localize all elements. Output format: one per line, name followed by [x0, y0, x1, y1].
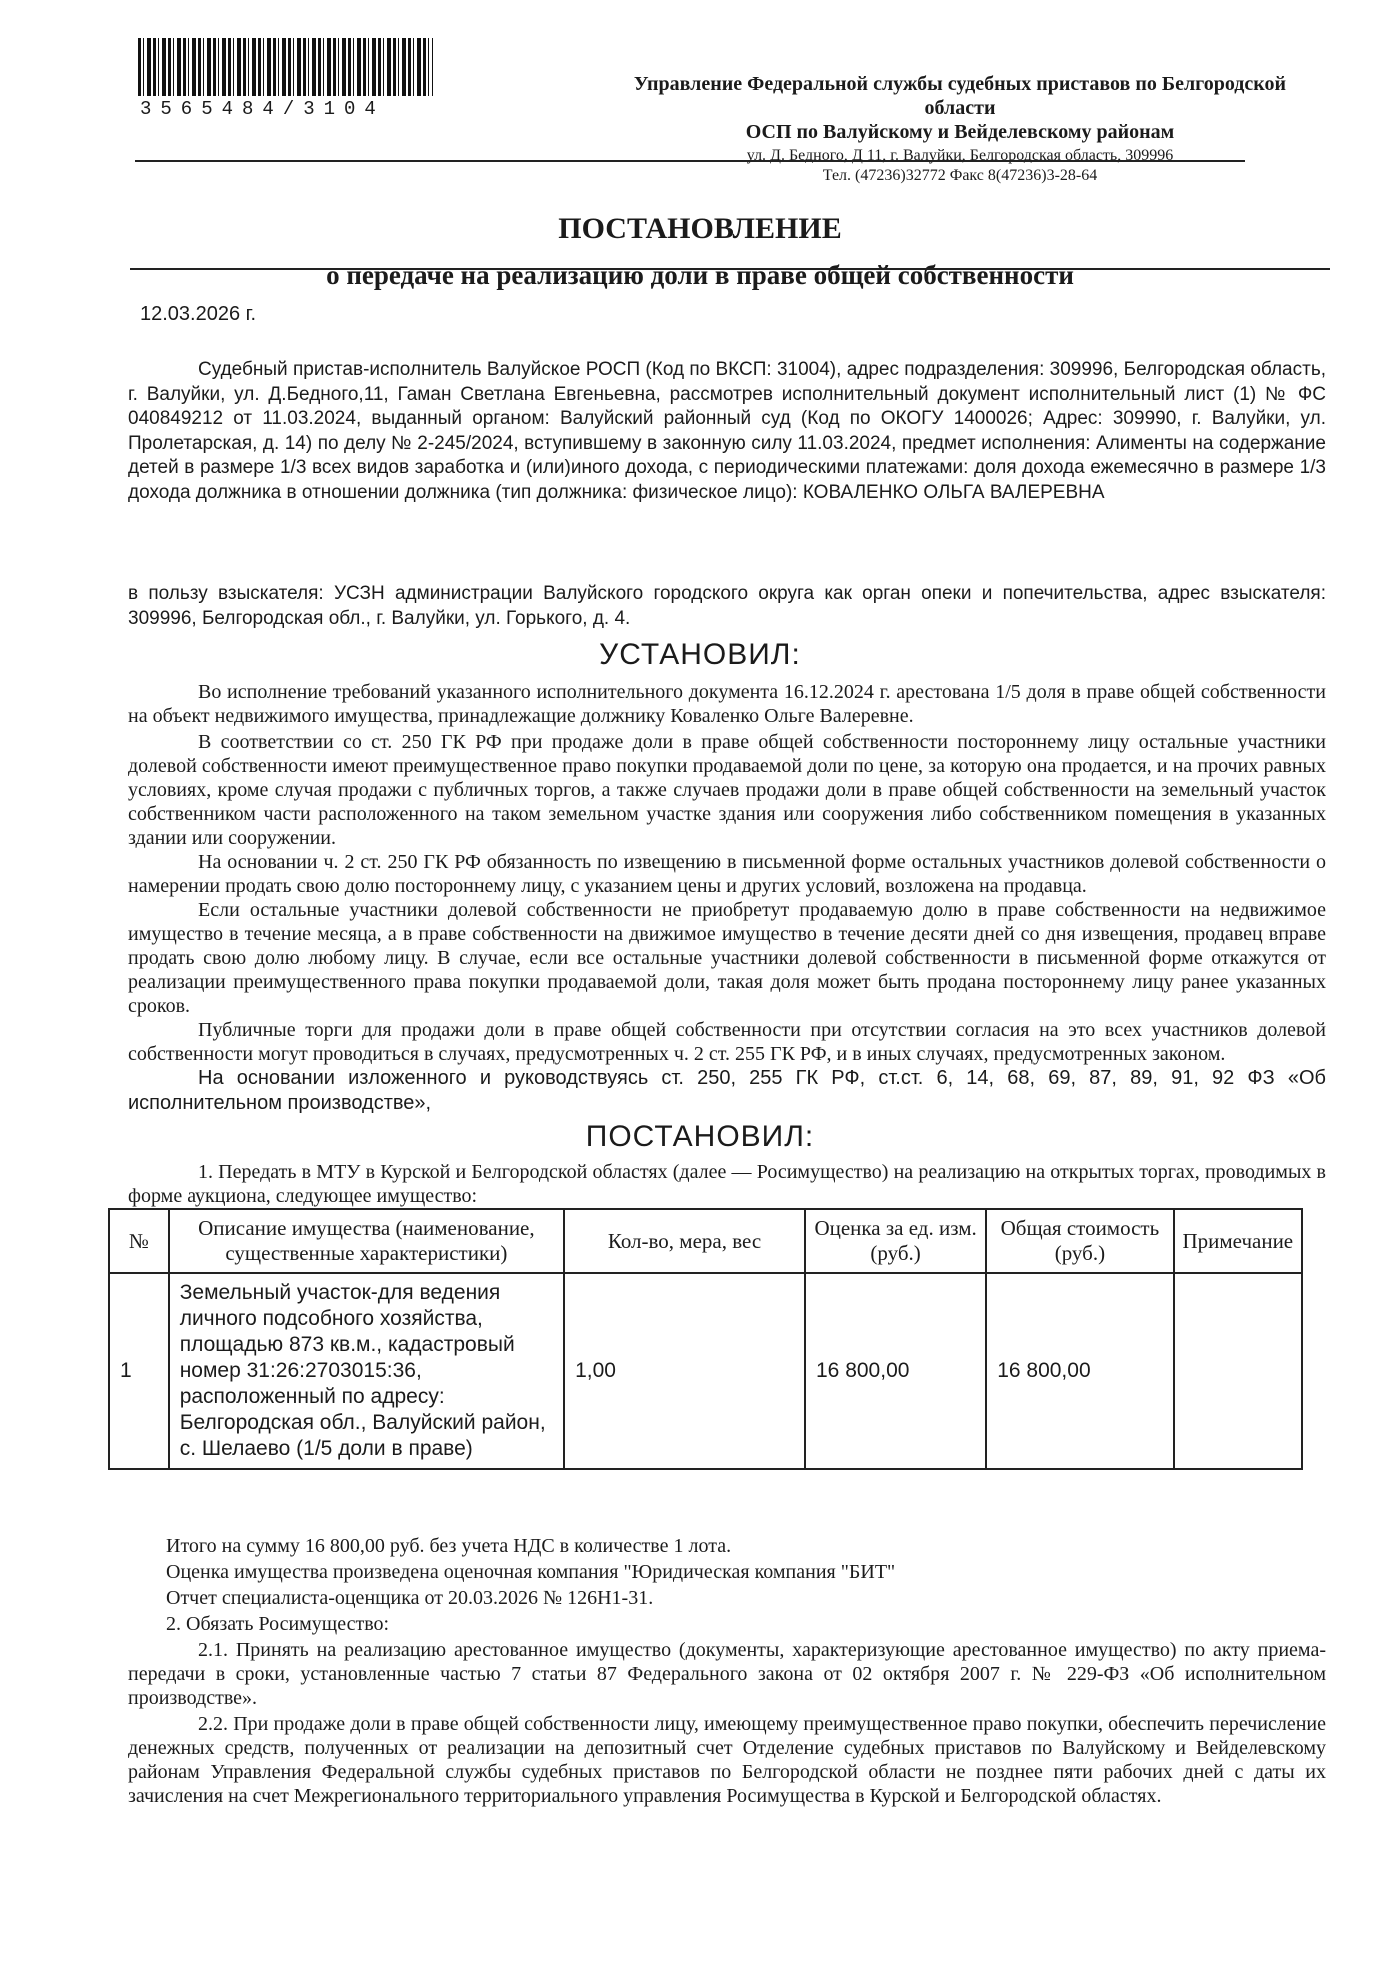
row-quantity: 1,00 [564, 1273, 805, 1469]
postanovil-heading: ПОСТАНОВИЛ: [585, 1120, 815, 1153]
col-description-header: Описание имущества (наименование, существенные характеристики) [169, 1209, 564, 1273]
ustanovil-paragraph-4: Если остальные участники долевой собственности не приобретут продаваемую долю в праве собственности на недвижимое имущество в течение месяца, а в праве собственности на движимое имущество в течение десяти дней со дня извещения, продавец вправе продать свою долю любому лицу. В случае, если все остальные участники долевой собственности в письменной форме откажутся от реализации преимущественного права покупки продаваемой доли, такая доля может быть продана постороннему лицу ранее указанных сроков. [128, 899, 1326, 1017]
header-divider [135, 160, 1245, 162]
intro-paragraph: Судебный пристав-исполнитель Валуйское РОСП (Код по ВКСП: 31004), адрес подразделения: 309996, Белгородская область, г. Валуйки, ул. Д.Бедного,11, Гаман Светлана Евгеньевна, рассмотрев исполнительный документ исполнительный лист (1) № ФС 040849212 от 11.03.2024, выданный органом: Валуйский районный суд (Код по ОКОГУ 1400026; Адрес: 309990, г. Валуйки, ул. Пролетарская, д. 14) по делу № 2-245/2024, вступившему в законную силу 11.03.2024, предмет исполнения: Алименты на содержание детей в размере 1/3 всех видов заработка и (или)иного дохода, с периодическими платежами: доля дохода ежемесячно в размере 1/3 дохода должника в отношении должника (тип должника: физическое лицо): КОВАЛЕНКО ОЛЬГА ВАЛЕРЕВНА [128, 359, 1326, 503]
ustanovil-heading: УСТАНОВИЛ: [599, 638, 801, 671]
obligation-paragraph-2: 2.2. При продаже доли в праве общей собственности лицу, имеющему преимущественное право покупки, обеспечить перечисление денежных средств, полученных от реализации на депозитный счет Отделение судебных приставов по Валуйскому и Вейделевскому районам Управления Федеральной службы судебных приставов по Белгородской области не позднее пяти рабочих дней с даты их зачисления на счет Межрегионального территориального управления Росимущества в Курской и Белгородской областях. [128, 1713, 1326, 1807]
col-quantity-header: Кол-во, мера, вес [564, 1209, 805, 1273]
report-line: Отчет специалиста-оценщика от 20.03.2026 № 126Н1-31. [166, 1587, 654, 1609]
property-table [108, 1208, 1303, 1470]
document-title: ПОСТАНОВЛЕНИЕ [558, 212, 842, 245]
ustanovil-paragraph-2: В соответствии со ст. 250 ГК РФ при продаже доли в праве общей собственности постороннему лицу остальные участники долевой собственности имеют преимущественное право покупки продаваемой доли по цене, за которую она продается, и на прочих равных условиях, кроме случая продажи с публичных торгов, а также случаев продажи доли в праве общей собственности на земельный участок собственником части расположенного на таком земельном участке здания или сооружения либо собственником помещения в указанных здании или сооружении. [128, 731, 1326, 849]
row-total: 16 800,00 [986, 1273, 1173, 1469]
ustanovil-paragraph-6: На основании изложенного и руководствуясь ст. 250, 255 ГК РФ, ст.ст. 6, 14, 68, 69, 87, 89, 91, 92 ФЗ «Об исполнительном производстве», [128, 1067, 1326, 1114]
row-number: 1 [109, 1273, 169, 1469]
org-name-line1: Управление Федеральной службы судебных приставов по Белгородской [633, 73, 1287, 95]
row-note [1174, 1273, 1302, 1469]
ustanovil-paragraph-5: Публичные торги для продажи доли в праве общей собственности при отсутствии согласия на это всех участников долевой собственности могут проводиться в случаях, предусмотренных ч. 2 ст. 255 ГК РФ, и в иных случаях, предусмотренных законом. [128, 1019, 1326, 1065]
ustanovil-paragraph-3: На основании ч. 2 ст. 250 ГК РФ обязанность по извещению в письменной форме остальных участников долевой собственности о намерении продать свою долю постороннему лицу, с указанием цены и других условий, возложена на продавца. [128, 851, 1326, 897]
claimant-paragraph: в пользу взыскателя: УСЗН администрации Валуйского городского округа как орган опеки и попечительства, адрес взыскателя: 309996, Белгородская обл., г. Валуйки, ул. Горького, д. 4. [128, 583, 1326, 629]
col-total-header: Общая стоимость (руб.) [986, 1209, 1173, 1273]
table-row [109, 1273, 1302, 1469]
barcode-number: 3565484/3104 [140, 98, 385, 120]
col-no-header: № [109, 1209, 169, 1273]
department-name: ОСП по Валуйскому и Вейделевскому районам [745, 121, 1175, 143]
department-phone: Тел. (47236)32772 Факс 8(47236)3-28-64 [822, 167, 1098, 184]
department-address: ул. Д. Бедного, Д 11, г. Валуйки, Белгородская область, 309996 [746, 147, 1174, 164]
document-date: 12.03.2026 г. [140, 303, 257, 325]
row-description: Земельный участок-для ведения личного подсобного хозяйства, площадью 873 кв.м., кадастровый номер 31:26:2703015:36, расположенный по адресу: Белгородская обл., Валуйский район, с. Шелаево (1/5 доли в праве) [169, 1273, 564, 1469]
ustanovil-paragraph-1: Во исполнение требований указанного исполнительного документа 16.12.2024 г. арестована 1/5 доля в праве общей собственности на объект недвижимого имущества, принадлежащие должнику Коваленко Ольге Валеревне. [128, 681, 1326, 727]
row-unit-price: 16 800,00 [805, 1273, 986, 1469]
obligation-paragraph-1: 2.1. Принять на реализацию арестованное имущество (документы, характеризующие арестованное имущество) по акту приема-передачи в сроки, установленные частью 7 статьи 87 Федерального закона от 02 октября 2007 г. № 229-ФЗ «Об исполнительном производстве». [128, 1639, 1326, 1709]
col-note-header: Примечание [1174, 1209, 1302, 1273]
postanovil-paragraph-1: 1. Передать в МТУ в Курской и Белгородской областях (далее — Росимущество) на реализацию на открытых торгах, проводимых в форме аукциона, следующее имущество: [128, 1161, 1326, 1207]
total-line: Итого на сумму 16 800,00 руб. без учета НДС в количестве 1 лота. [166, 1535, 732, 1557]
obligation-heading: 2. Обязать Росимущество: [166, 1613, 390, 1635]
org-name-line2: области [924, 97, 996, 119]
document-subtitle: о передаче на реализацию доли в праве общей собственности [326, 260, 1074, 290]
appraisal-line: Оценка имущества произведена оценочная компания "Юридическая компания "БИТ" [166, 1561, 896, 1583]
table-header-row [109, 1209, 1302, 1273]
title-divider [130, 268, 1330, 270]
barcode-image [138, 38, 433, 96]
col-unit-price-header: Оценка за ед. изм. (руб.) [805, 1209, 986, 1273]
